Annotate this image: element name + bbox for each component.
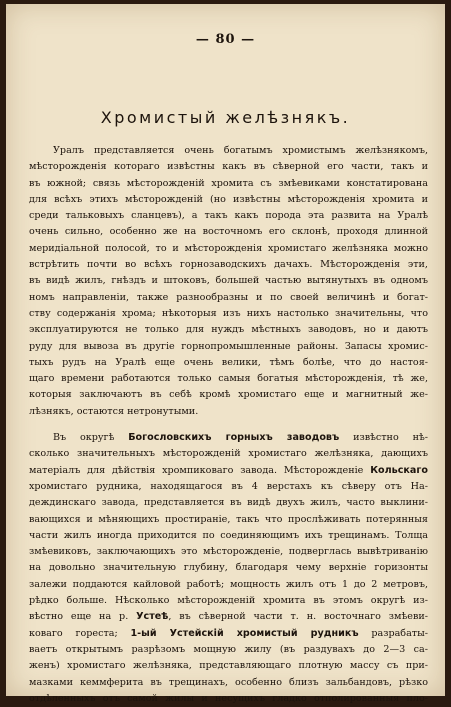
text-line: мѣсторожденія котораго извѣстны какъ въ сѣверной его части, такъ и	[29, 161, 428, 173]
text-line: очень сильно, особенно же на восточномъ его склонѣ, проходя длинной	[29, 226, 428, 238]
text-line: вающихся и мѣняющихъ простираніе, такъ что прослѣживать потерянныя	[29, 513, 428, 525]
text-segment: разрабаты-	[358, 627, 428, 639]
text-line: змѣевиковъ, заключающихъ это мѣсторожденіе, подверглась вывѣтриванію	[29, 546, 428, 558]
text-line	[29, 609, 428, 625]
text-line: Уралъ представляется очень богатымъ хромистымъ желѣзнякомъ,	[53, 145, 428, 156]
paragraph-1	[29, 143, 428, 420]
bold-term: 1-ый Устейскій хромистый рудникъ	[130, 627, 359, 639]
text-line: среди тальковыхъ сланцевъ), а такъ какъ порода эта развита на Уралѣ	[29, 210, 428, 222]
text-segment: коваго гореста;	[29, 627, 131, 639]
bold-term: Кольскаго	[370, 464, 428, 476]
text-line: рѣдко больше. Нѣсколько мѣсторожденій хромита въ этомъ округѣ из-	[29, 595, 428, 607]
text-line: ству содержанія хрома; нѣкоторыя изъ нихъ настолько значительны, что	[29, 307, 428, 319]
text-line: номъ направленіи, также разнообразны и по своей величинѣ и богат-	[29, 291, 428, 303]
text-line: тыхъ рудъ на Уралѣ еще очень велики, тѣмъ болѣе, что до настоя-	[29, 356, 428, 368]
bold-term: Устеѣ	[136, 611, 169, 623]
section-title: Хромистый желѣзнякъ.	[100, 108, 351, 127]
text-line: встрѣтить почти во всѣхъ горнозаводскихъ дачахъ. Мѣсторожденія эти,	[29, 259, 428, 271]
text-line: сколько значительныхъ мѣсторожденій хромистаго желѣзняка, дающихъ	[29, 448, 428, 460]
paragraph-2	[29, 430, 428, 707]
text-line: мазками кеммферита въ трещинахъ, особенно близъ зальбандовъ, рѣзко	[29, 676, 428, 688]
text-line: залежи поддаются кайловой работѣ; мощность жилъ отъ 1 до 2 метровъ,	[29, 578, 428, 590]
text-line: эксплуатируются не только для нуждъ мѣстныхъ заводовъ, но и даютъ	[29, 324, 428, 336]
text-line: въ южной; связь мѣсторожденій хромита съ змѣевиками констатирована	[29, 177, 428, 189]
page-body	[29, 143, 428, 707]
text-line	[29, 430, 428, 446]
text-segment: вѣстно еще на р.	[29, 611, 137, 623]
text-segment: матеріалъ для дѣйствія хромпиковаго завода. Мѣсторожденіе	[29, 464, 371, 476]
text-line: руду для вывоза въ другіе горнопромышленные районы. Запасы хромис-	[29, 340, 428, 352]
text-line: для всѣхъ этихъ мѣсторожденій (но извѣстны мѣсторожденія хромита и	[29, 193, 428, 205]
text-line	[29, 463, 428, 479]
text-line: на довольно значительную глубину, благодаря чему верхніе горизонты	[29, 562, 428, 574]
page-number: — 80 —	[195, 32, 256, 47]
text-line: меридіальной полосой, то и мѣсторожденія хромистаго желѣзняка можно	[29, 242, 428, 254]
text-segment: , въ сѣверной части т. н. восточнаго змѣеви-	[168, 611, 428, 623]
text-line: деждинскаго завода, представляется въ видѣ двухъ жилъ, часто выклини-	[29, 497, 428, 509]
bold-term: Богословскихъ горныхъ заводовъ	[128, 432, 340, 444]
text-line	[29, 626, 428, 642]
text-line: щаго времени работаются только самыя богатыя мѣсторожденія, тѣ же,	[29, 373, 428, 385]
text-segment: Въ округѣ	[53, 432, 129, 444]
text-line: ваетъ открытымъ разрѣзомъ мощную жилу (въ раздувахъ до 2—3 са-	[29, 643, 428, 655]
text-line: женъ) хромистаго желѣзняка, представляющаго плотную массу съ при-	[29, 660, 428, 672]
book-page	[6, 4, 445, 704]
text-line: хромистаго рудника, находящагося въ 4 верстахъ къ сѣверу отъ На-	[29, 480, 428, 492]
text-line: части жилъ иногда приходится по соединяющимъ ихъ трещинамъ. Толща	[29, 529, 428, 541]
text-line: отдѣленныхъ отъ самой жилы и несущихъ гладко отполированныя пло-	[29, 692, 428, 704]
text-segment: извѣстно нѣ-	[339, 432, 428, 444]
text-line: въ видѣ жилъ, гнѣздъ и штоковъ, большей частью вытянутыхъ въ одномъ	[29, 275, 428, 287]
text-line: которыя заключаютъ въ себѣ кромѣ хромистаго еще и магнитный же-	[29, 389, 428, 401]
text-line: лѣзнякъ, остаются нетронутыми.	[29, 405, 199, 417]
